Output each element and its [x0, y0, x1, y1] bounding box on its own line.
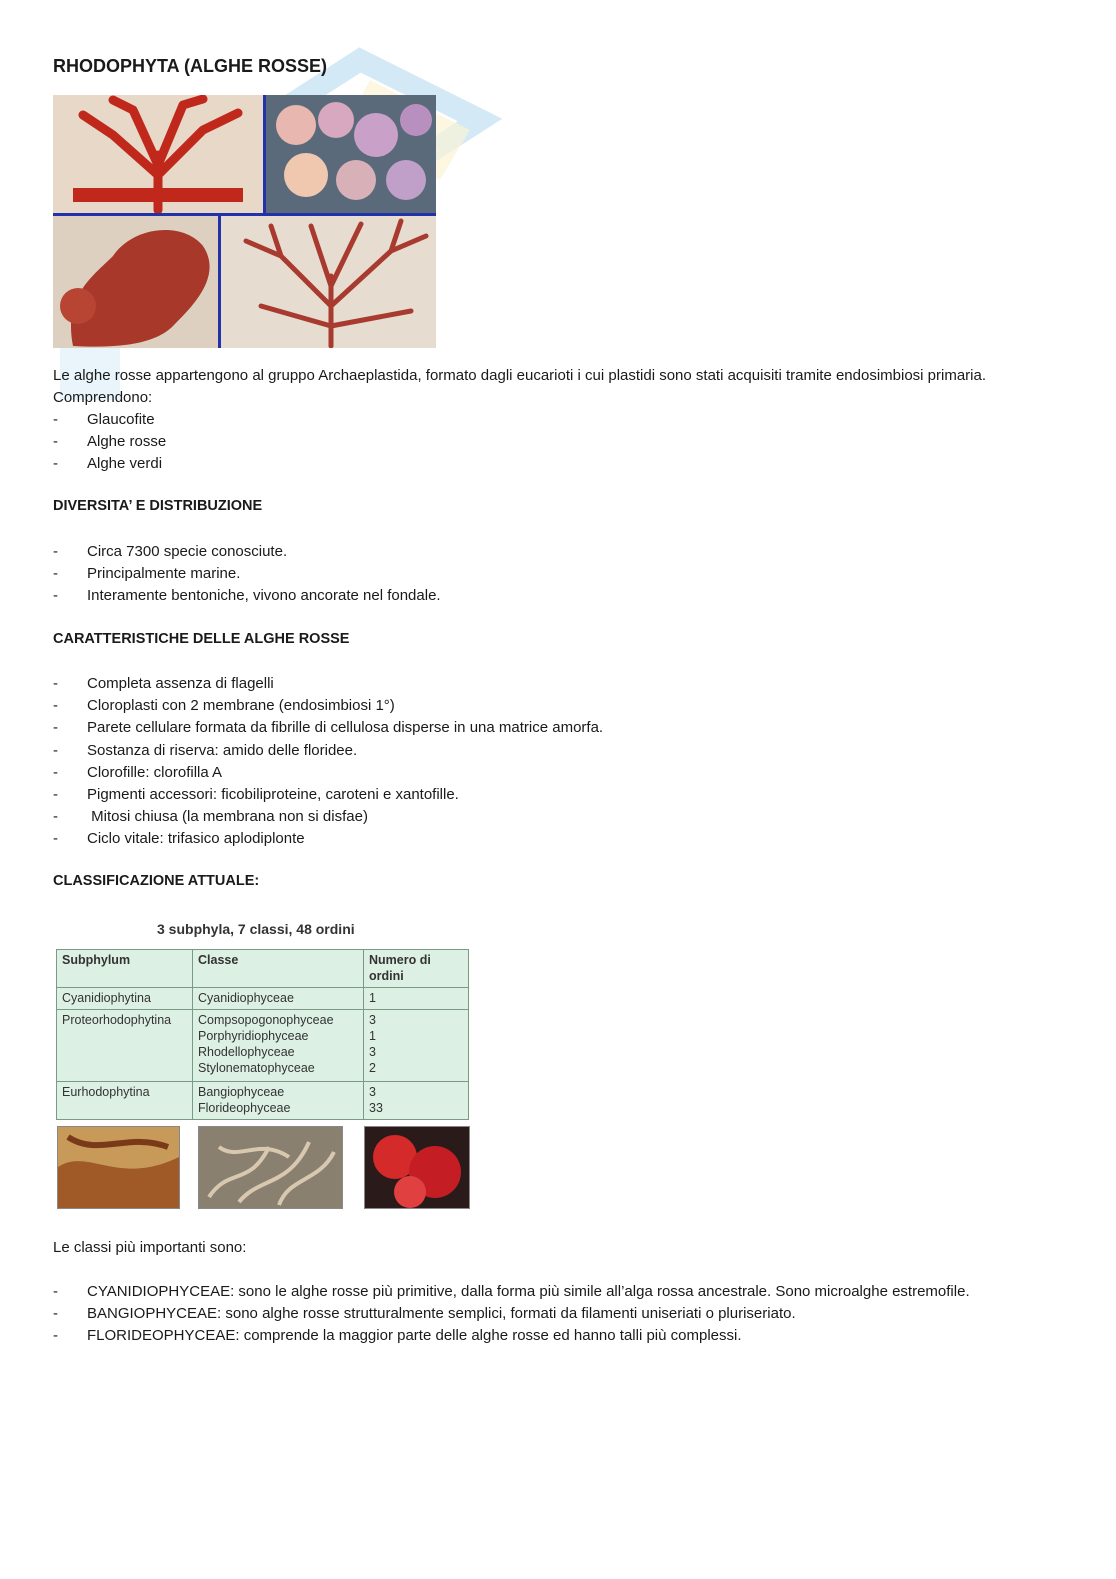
- bullet-dash: -: [53, 411, 58, 428]
- list-item-text: BANGIOPHYCEAE: sono alghe rosse strutturalmente semplici, formati da filamenti uniseriati o pluriseriato.: [87, 1305, 796, 1322]
- table-cell: [193, 1081, 364, 1119]
- table-cell: [364, 1010, 469, 1082]
- order-count: 3: [369, 1013, 376, 1028]
- important-classes-intro: Le classi più importanti sono:: [53, 1239, 247, 1256]
- list-item-text: Clorofille: clorofilla A: [87, 764, 223, 781]
- bullet-dash: -: [53, 1283, 58, 1300]
- table-cell: Eurhodophytina: [57, 1081, 193, 1119]
- order-count: 1: [369, 1029, 376, 1044]
- bullet-dash: -: [53, 433, 58, 450]
- bullet-dash: -: [53, 830, 58, 847]
- list-item-text: Principalmente marine.: [87, 565, 241, 582]
- bullet-dash: -: [53, 786, 58, 803]
- classification-figure-title: 3 subphyla, 7 classi, 48 ordini: [157, 921, 355, 937]
- photo-florideophyceae-sample: [364, 1126, 470, 1209]
- bullet-dash: -: [53, 1327, 58, 1344]
- bullet-dash: -: [53, 675, 58, 692]
- photo-bangiophyceae-sample: [198, 1126, 343, 1209]
- table-cell: Cyanidiophyceae: [193, 988, 364, 1010]
- section-heading-features: CARATTERISTICHE DELLE ALGHE ROSSE: [53, 631, 350, 647]
- section-heading-diversity: DIVERSITA’ E DISTRIBUZIONE: [53, 498, 263, 514]
- page-title: RHODOPHYTA (ALGHE ROSSE): [53, 56, 328, 76]
- table-row: [57, 1010, 469, 1082]
- list-item-text: Completa assenza di flagelli: [87, 675, 274, 692]
- table-row: [57, 1081, 469, 1119]
- list-item-text: Mitosi chiusa (la membrana non si disfae): [87, 808, 368, 825]
- bullet-dash: -: [53, 455, 58, 472]
- bullet-dash: -: [53, 719, 58, 736]
- class-name: Porphyridiophyceae: [198, 1029, 309, 1044]
- photo-branching-red-alga: [53, 95, 263, 213]
- class-name: Compsopogonophyceae: [198, 1013, 334, 1028]
- list-item-text: Alghe verdi: [87, 455, 163, 472]
- list-item-text: FLORIDEOPHYCEAE: comprende la maggior parte delle alghe rosse ed hanno talli più complessi.: [87, 1327, 742, 1344]
- intro-comprendono: Comprendono:: [53, 389, 153, 406]
- class-name: Bangiophyceae: [198, 1084, 285, 1099]
- order-count: 3: [369, 1084, 376, 1099]
- class-name: Stylonematophyceae: [198, 1061, 315, 1076]
- order-count: 2: [369, 1061, 376, 1076]
- bullet-dash: -: [53, 587, 58, 604]
- list-item-text: Cloroplasti con 2 membrane (endosimbiosi 1°): [87, 697, 395, 714]
- red-algae-photo-collage: [53, 95, 436, 348]
- table-header-cell: Subphylum: [57, 950, 193, 988]
- list-item-text: Sostanza di riserva: amido delle floridee.: [87, 742, 358, 759]
- bullet-dash: -: [53, 808, 58, 825]
- list-item-text: CYANIDIOPHYCEAE: sono le alghe rosse più primitive, dalla forma più simile all’alga rossa ancestrale. Sono microalghe estremofile.: [87, 1283, 970, 1300]
- bullet-dash: -: [53, 565, 58, 582]
- list-item-text: Circa 7300 specie conosciute.: [87, 543, 288, 560]
- bullet-dash: -: [53, 764, 58, 781]
- photo-cyanidiophyceae-sample: [57, 1126, 180, 1209]
- list-item-text: Alghe rosse: [87, 433, 167, 450]
- section-heading-classification: CLASSIFICAZIONE ATTUALE:: [53, 873, 260, 889]
- photo-bubble-alga: [266, 95, 436, 213]
- class-name: Florideophyceae: [198, 1100, 291, 1115]
- table-cell: [364, 1081, 469, 1119]
- table-header-cell: Classe: [193, 950, 364, 988]
- intro-paragraph: Le alghe rosse appartengono al gruppo Archaeplastida, formato dagli eucarioti i cui plastidi sono stati acquisiti tramite endosimbiosi primaria.: [53, 367, 987, 384]
- table-header-cell: Numero di ordini: [364, 950, 469, 988]
- photo-leafy-red-alga: [53, 216, 218, 348]
- table-cell: Cyanidiophytina: [57, 988, 193, 1010]
- list-item-text: Parete cellulare formata da fibrille di cellulosa disperse in una matrice amorfa.: [87, 719, 604, 736]
- list-item-text: Pigmenti accessori: ficobiliproteine, caroteni e xantofille.: [87, 786, 459, 803]
- table-header-row: [57, 950, 469, 988]
- bullet-dash: -: [53, 1305, 58, 1322]
- bullet-dash: -: [53, 742, 58, 759]
- table-cell: [193, 1010, 364, 1082]
- table-cell: 1: [364, 988, 469, 1010]
- order-count: 3: [369, 1045, 376, 1060]
- photo-feathery-red-alga: [221, 216, 436, 348]
- classification-table: [56, 949, 469, 1120]
- table-cell: Proteorhodophytina: [57, 1010, 193, 1082]
- bullet-dash: -: [53, 543, 58, 560]
- bullet-dash: -: [53, 697, 58, 714]
- list-item-text: Glaucofite: [87, 411, 155, 428]
- list-item-text: Ciclo vitale: trifasico aplodiplonte: [87, 830, 305, 847]
- order-count: 33: [369, 1100, 383, 1115]
- class-name: Rhodellophyceae: [198, 1045, 295, 1060]
- table-row: [57, 988, 469, 1010]
- list-item-text: Interamente bentoniche, vivono ancorate nel fondale.: [87, 587, 441, 604]
